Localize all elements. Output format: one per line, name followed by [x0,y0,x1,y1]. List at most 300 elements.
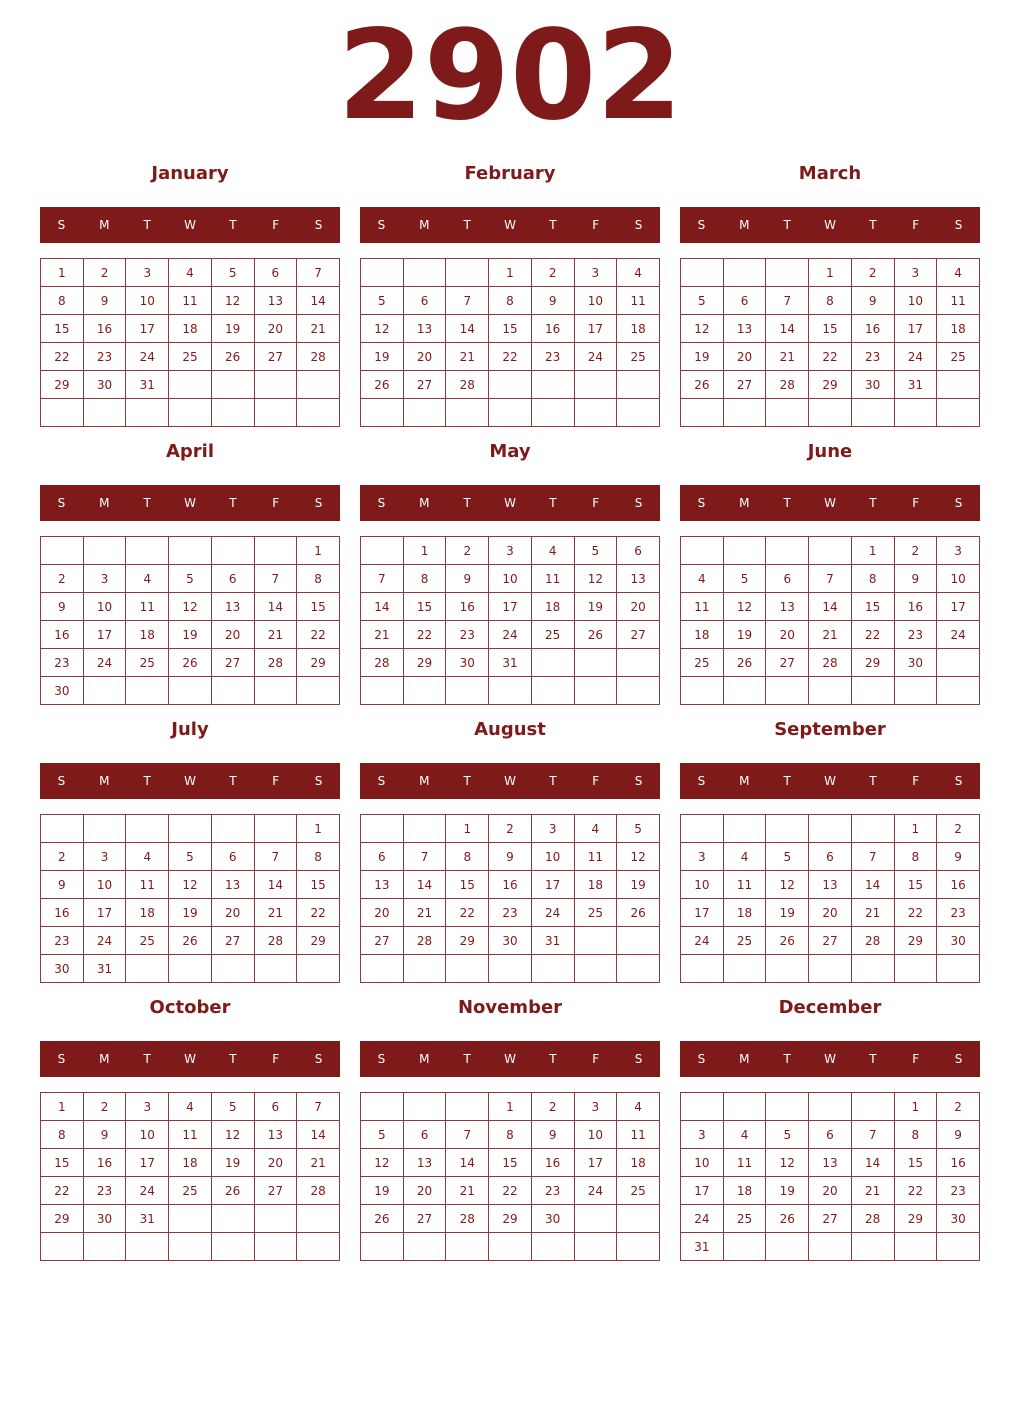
day-cell: 29 [489,1205,532,1233]
day-cell: 20 [254,315,297,343]
week-row [41,843,340,871]
empty-day-cell [211,677,254,705]
empty-day-cell [766,955,809,983]
empty-day-cell [574,1205,617,1233]
empty-day-cell [723,1093,766,1121]
weekday-label: M [99,1052,110,1066]
day-cell: 15 [297,593,340,621]
day-cell: 5 [211,259,254,287]
day-cell: 3 [531,815,574,843]
day-cell: 25 [169,1177,212,1205]
week-row [41,677,340,705]
day-cell: 3 [574,1093,617,1121]
day-cell: 5 [361,287,404,315]
empty-day-cell [766,537,809,565]
day-cell: 20 [809,1177,852,1205]
day-cell: 29 [851,649,894,677]
day-cell: 22 [851,621,894,649]
day-cell: 30 [489,927,532,955]
day-cell: 24 [937,621,980,649]
day-cell: 16 [83,1149,126,1177]
week-row [681,371,980,399]
day-cell: 19 [574,593,617,621]
day-cell: 28 [446,371,489,399]
day-cell: 8 [446,843,489,871]
day-cell: 2 [446,537,489,565]
day-cell: 22 [41,343,84,371]
week-row [681,343,980,371]
week-row [681,315,980,343]
day-cell: 12 [361,315,404,343]
empty-day-cell [723,955,766,983]
empty-day-cell [297,955,340,983]
weekday-label: M [739,218,750,232]
month-name: August [474,719,546,740]
empty-day-cell [723,537,766,565]
weekday-label: W [824,218,836,232]
week-row [41,871,340,899]
empty-day-cell [41,815,84,843]
weekday-label: S [377,496,386,510]
weekday-label: T [463,496,471,510]
week-row [41,621,340,649]
day-cell: 27 [809,1205,852,1233]
day-cell: 16 [937,1149,980,1177]
week-row [681,1121,980,1149]
day-cell: 26 [723,649,766,677]
empty-day-cell [126,399,169,427]
empty-day-cell [723,399,766,427]
week-row [361,1233,660,1261]
weekday-label: S [954,1052,963,1066]
day-cell: 7 [766,287,809,315]
weekday-label: T [229,774,237,788]
day-cell: 29 [403,649,446,677]
week-row [681,593,980,621]
day-cell: 22 [41,1177,84,1205]
month-name: February [464,163,556,184]
day-cell: 24 [574,343,617,371]
empty-day-cell [681,259,724,287]
day-cell: 18 [169,315,212,343]
weekday-label: M [739,1052,750,1066]
day-cell: 15 [489,315,532,343]
empty-day-cell [809,955,852,983]
weekday-header [360,763,660,799]
empty-day-cell [297,1205,340,1233]
day-cell: 21 [361,621,404,649]
day-cell: 12 [617,843,660,871]
weekday-label: W [184,1052,196,1066]
day-cell: 23 [489,899,532,927]
day-cell: 27 [766,649,809,677]
day-cell: 14 [446,1149,489,1177]
week-row [681,399,980,427]
day-cell: 3 [937,537,980,565]
day-cell: 6 [254,259,297,287]
day-cell: 11 [723,1149,766,1177]
empty-day-cell [169,399,212,427]
empty-day-cell [937,649,980,677]
day-cell: 11 [574,843,617,871]
day-cell: 17 [126,315,169,343]
empty-day-cell [446,1093,489,1121]
day-cell: 29 [297,927,340,955]
week-row [681,1177,980,1205]
weekday-label: F [272,496,280,510]
day-cell: 12 [766,1149,809,1177]
empty-day-cell [681,677,724,705]
weekday-label: S [57,1052,66,1066]
day-cell: 4 [681,565,724,593]
week-row [681,565,980,593]
week-row [41,649,340,677]
empty-day-cell [489,677,532,705]
day-grid [680,814,980,983]
day-cell: 19 [361,343,404,371]
weekday-label: T [143,774,151,788]
empty-day-cell [446,677,489,705]
day-cell: 7 [446,287,489,315]
month-november [360,993,660,1263]
day-cell: 12 [723,593,766,621]
day-cell: 7 [446,1121,489,1149]
weekday-header [360,207,660,243]
day-cell: 16 [83,315,126,343]
day-cell: 9 [894,565,937,593]
day-cell: 30 [851,371,894,399]
empty-day-cell [169,1233,212,1261]
day-cell: 12 [766,871,809,899]
day-cell: 20 [766,621,809,649]
empty-day-cell [126,1233,169,1261]
day-cell: 6 [617,537,660,565]
empty-day-cell [403,815,446,843]
empty-day-cell [254,677,297,705]
day-cell: 4 [723,843,766,871]
weekday-label: T [549,774,557,788]
day-cell: 21 [809,621,852,649]
empty-day-cell [723,259,766,287]
day-cell: 2 [937,815,980,843]
day-cell: 9 [937,1121,980,1149]
week-row [681,1093,980,1121]
empty-day-cell [766,815,809,843]
weekday-label: W [824,774,836,788]
empty-day-cell [126,955,169,983]
day-cell: 7 [254,843,297,871]
day-cell: 15 [41,315,84,343]
week-row [41,371,340,399]
weekday-label: M [419,496,430,510]
day-cell: 17 [937,593,980,621]
day-cell: 18 [617,315,660,343]
day-cell: 3 [126,1093,169,1121]
weekday-label: W [184,496,196,510]
weekday-label: W [504,218,516,232]
week-row [361,593,660,621]
empty-day-cell [937,955,980,983]
day-cell: 29 [446,927,489,955]
day-cell: 15 [446,871,489,899]
day-cell: 5 [617,815,660,843]
empty-day-cell [766,1093,809,1121]
week-row [681,1233,980,1261]
empty-day-cell [254,371,297,399]
day-grid [40,258,340,427]
weekday-header [40,485,340,521]
day-cell: 6 [723,287,766,315]
empty-day-cell [254,1205,297,1233]
day-cell: 22 [489,343,532,371]
day-cell: 6 [211,843,254,871]
day-cell: 25 [169,343,212,371]
month-august [360,715,660,985]
day-cell: 17 [681,1177,724,1205]
empty-day-cell [766,1233,809,1261]
weekday-label: S [634,496,643,510]
weekday-label: S [697,774,706,788]
week-row [361,871,660,899]
week-row [361,1093,660,1121]
week-row [41,343,340,371]
day-cell: 17 [574,315,617,343]
week-row [681,1205,980,1233]
weekday-header [680,763,980,799]
weekday-label: F [272,774,280,788]
day-cell: 28 [851,927,894,955]
day-cell: 10 [681,871,724,899]
day-cell: 28 [809,649,852,677]
empty-day-cell [489,371,532,399]
empty-day-cell [361,259,404,287]
empty-day-cell [169,677,212,705]
week-row [361,1121,660,1149]
day-cell: 7 [254,565,297,593]
empty-day-cell [681,1093,724,1121]
day-cell: 14 [254,593,297,621]
day-cell: 20 [211,621,254,649]
weekday-label: T [229,218,237,232]
day-cell: 13 [723,315,766,343]
weekday-label: S [634,1052,643,1066]
day-cell: 22 [809,343,852,371]
day-cell: 24 [489,621,532,649]
day-cell: 14 [361,593,404,621]
empty-day-cell [169,1205,212,1233]
empty-day-cell [297,1233,340,1261]
day-cell: 11 [617,1121,660,1149]
day-cell: 29 [297,649,340,677]
week-row [681,677,980,705]
empty-day-cell [41,1233,84,1261]
day-cell: 29 [41,371,84,399]
empty-day-cell [617,1205,660,1233]
day-cell: 15 [809,315,852,343]
day-cell: 11 [126,871,169,899]
weekday-label: M [739,496,750,510]
weekday-label: T [783,496,791,510]
day-cell: 12 [211,287,254,315]
weekday-label: F [912,218,920,232]
day-cell: 25 [126,649,169,677]
weekday-label: F [912,496,920,510]
day-cell: 7 [361,565,404,593]
day-cell: 21 [254,621,297,649]
week-row [41,815,340,843]
day-cell: 12 [361,1149,404,1177]
empty-day-cell [617,399,660,427]
day-cell: 5 [361,1121,404,1149]
weekday-label: T [549,1052,557,1066]
day-cell: 31 [83,955,126,983]
day-cell: 7 [403,843,446,871]
day-cell: 13 [254,287,297,315]
day-cell: 25 [937,343,980,371]
day-cell: 6 [211,565,254,593]
weekday-label: W [504,774,516,788]
month-july [40,715,340,985]
day-cell: 2 [531,259,574,287]
weekday-label: T [143,218,151,232]
day-cell: 15 [894,871,937,899]
day-cell: 14 [809,593,852,621]
empty-day-cell [169,371,212,399]
day-cell: 9 [937,843,980,871]
day-cell: 22 [297,621,340,649]
day-grid [680,536,980,705]
day-cell: 21 [446,343,489,371]
empty-day-cell [403,677,446,705]
month-october [40,993,340,1263]
weekday-label: S [377,1052,386,1066]
empty-day-cell [723,1233,766,1261]
empty-day-cell [531,649,574,677]
weekday-label: T [463,774,471,788]
empty-day-cell [809,815,852,843]
week-row [681,287,980,315]
weekday-label: S [377,218,386,232]
month-name: November [457,997,563,1018]
day-cell: 5 [574,537,617,565]
empty-day-cell [894,955,937,983]
empty-day-cell [254,399,297,427]
day-cell: 21 [851,899,894,927]
day-cell: 14 [446,315,489,343]
day-cell: 1 [446,815,489,843]
weekday-label: F [912,774,920,788]
day-cell: 23 [937,899,980,927]
day-cell: 2 [531,1093,574,1121]
day-cell: 8 [403,565,446,593]
day-cell: 9 [489,843,532,871]
day-grid [680,258,980,427]
weekday-label: T [463,218,471,232]
month-june [680,437,980,707]
weekday-label: S [697,218,706,232]
day-cell: 19 [723,621,766,649]
empty-day-cell [83,1233,126,1261]
day-cell: 23 [894,621,937,649]
month-january [40,159,340,429]
day-cell: 23 [41,649,84,677]
week-row [361,343,660,371]
day-cell: 11 [937,287,980,315]
day-cell: 12 [169,871,212,899]
day-cell: 19 [169,621,212,649]
day-cell: 18 [681,621,724,649]
empty-day-cell [531,677,574,705]
empty-day-cell [211,955,254,983]
week-row [681,843,980,871]
day-cell: 16 [894,593,937,621]
empty-day-cell [211,1233,254,1261]
day-cell: 8 [297,565,340,593]
weekday-label: S [634,218,643,232]
empty-day-cell [446,1233,489,1261]
day-cell: 5 [766,843,809,871]
day-cell: 13 [211,871,254,899]
day-cell: 22 [403,621,446,649]
weekday-label: T [783,774,791,788]
day-cell: 21 [403,899,446,927]
day-cell: 27 [617,621,660,649]
day-cell: 2 [851,259,894,287]
day-cell: 26 [211,1177,254,1205]
empty-day-cell [361,399,404,427]
day-cell: 13 [403,315,446,343]
empty-day-cell [617,649,660,677]
empty-day-cell [446,259,489,287]
empty-day-cell [254,815,297,843]
day-cell: 9 [531,1121,574,1149]
week-row [361,1205,660,1233]
week-row [681,259,980,287]
day-grid [40,1092,340,1261]
day-cell: 24 [531,899,574,927]
day-grid [360,1092,660,1261]
day-cell: 3 [894,259,937,287]
empty-day-cell [851,1093,894,1121]
weekday-label: F [592,1052,600,1066]
week-row [681,899,980,927]
empty-day-cell [254,955,297,983]
day-cell: 25 [617,1177,660,1205]
empty-day-cell [531,955,574,983]
day-cell: 27 [403,371,446,399]
weekday-label: W [184,218,196,232]
day-cell: 21 [254,899,297,927]
day-cell: 27 [211,649,254,677]
day-cell: 22 [489,1177,532,1205]
weekday-header [360,485,660,521]
week-row [41,927,340,955]
empty-day-cell [851,677,894,705]
weekday-header [680,485,980,521]
day-cell: 22 [894,1177,937,1205]
empty-day-cell [574,677,617,705]
day-cell: 29 [41,1205,84,1233]
empty-day-cell [574,399,617,427]
month-march [680,159,980,429]
weekday-label: M [739,774,750,788]
day-cell: 26 [766,1205,809,1233]
empty-day-cell [851,955,894,983]
empty-day-cell [254,1233,297,1261]
month-name: March [798,163,862,184]
day-cell: 16 [41,899,84,927]
empty-day-cell [403,1093,446,1121]
